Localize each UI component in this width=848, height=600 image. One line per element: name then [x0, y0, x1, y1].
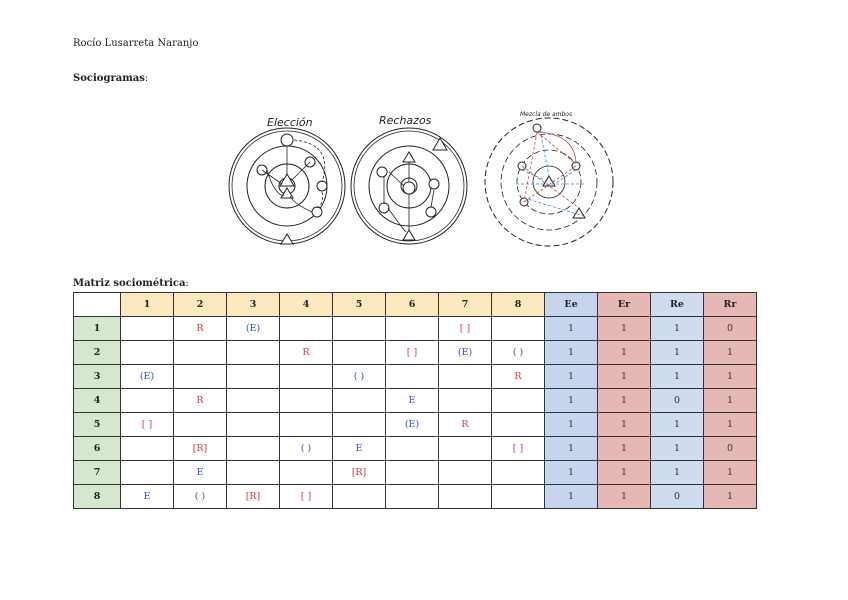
sociogramas-heading-text: Sociogramas: [73, 73, 145, 84]
stat-ee-4: 1: [545, 389, 598, 413]
matrix-cell-5-2: [174, 413, 227, 437]
stat-re-2: 1: [651, 341, 704, 365]
stat-ee-3: 1: [545, 365, 598, 389]
matrix-cell-4-5: [333, 389, 386, 413]
matrix-cell-3-6: [386, 365, 439, 389]
matrix-header-row: [74, 293, 757, 317]
stat-rr-1: 0: [704, 317, 757, 341]
sociogram-rechazos: [351, 114, 467, 244]
matrix-cell-4-4: [280, 389, 333, 413]
matrix-row-7: [74, 461, 757, 485]
stat-ee-7: 1: [545, 461, 598, 485]
matrix-cell-6-6: [386, 437, 439, 461]
col-header-rr: Rr: [704, 293, 757, 317]
stat-er-6: 1: [598, 437, 651, 461]
matrix-cell-8-1: E: [121, 485, 174, 509]
matrix-cell-4-8: [492, 389, 545, 413]
stat-ee-2: 1: [545, 341, 598, 365]
matrix-heading-text: Matriz sociométrica: [73, 278, 186, 289]
matrix-cell-6-8: [ ]: [492, 437, 545, 461]
stat-er-2: 1: [598, 341, 651, 365]
col-header-2: 2: [174, 293, 227, 317]
matrix-cell-5-5: [333, 413, 386, 437]
matrix-cell-3-4: [280, 365, 333, 389]
matrix-cell-2-8: ( ): [492, 341, 545, 365]
matrix-cell-7-3: [227, 461, 280, 485]
sociogram-mixto: [485, 111, 613, 246]
stat-rr-2: 1: [704, 341, 757, 365]
matrix-cell-1-1: [121, 317, 174, 341]
matrix-cell-4-7: [439, 389, 492, 413]
matrix-cell-6-7: [439, 437, 492, 461]
matrix-row-8: [74, 485, 757, 509]
matrix-cell-5-7: R: [439, 413, 492, 437]
stat-re-8: 0: [651, 485, 704, 509]
matrix-cell-1-7: [ ]: [439, 317, 492, 341]
matrix-corner-cell: [74, 293, 121, 317]
matrix-cell-4-6: E: [386, 389, 439, 413]
matrix-cell-3-5: ( ): [333, 365, 386, 389]
matrix-cell-7-6: [386, 461, 439, 485]
matrix-cell-6-2: [R]: [174, 437, 227, 461]
row-header-3: 3: [74, 365, 121, 389]
col-header-5: 5: [333, 293, 386, 317]
row-header-4: 4: [74, 389, 121, 413]
matrix-cell-7-2: E: [174, 461, 227, 485]
matrix-row-2: [74, 341, 757, 365]
matrix-cell-2-2: [174, 341, 227, 365]
matrix-heading: Matriz sociométrica:: [73, 278, 189, 289]
matrix-cell-1-2: R: [174, 317, 227, 341]
matrix-cell-8-7: [439, 485, 492, 509]
matrix-cell-5-6: (E): [386, 413, 439, 437]
stat-er-7: 1: [598, 461, 651, 485]
col-header-4: 4: [280, 293, 333, 317]
matrix-cell-7-1: [121, 461, 174, 485]
matrix-cell-6-5: E: [333, 437, 386, 461]
col-header-er: Er: [598, 293, 651, 317]
matrix-cell-7-4: [280, 461, 333, 485]
matrix-cell-6-3: [227, 437, 280, 461]
matrix-cell-2-7: (E): [439, 341, 492, 365]
col-header-7: 7: [439, 293, 492, 317]
sociogram-eleccion: [229, 116, 345, 244]
matrix-cell-2-6: [ ]: [386, 341, 439, 365]
matrix-cell-6-1: [121, 437, 174, 461]
matrix-cell-5-1: [ ]: [121, 413, 174, 437]
stat-rr-3: 1: [704, 365, 757, 389]
stat-re-7: 1: [651, 461, 704, 485]
rechazos-label: Rechazos: [379, 114, 432, 127]
stat-er-3: 1: [598, 365, 651, 389]
stat-rr-6: 0: [704, 437, 757, 461]
matrix-cell-1-6: [386, 317, 439, 341]
stat-er-8: 1: [598, 485, 651, 509]
matrix-cell-4-3: [227, 389, 280, 413]
matrix-cell-1-4: [280, 317, 333, 341]
stat-er-1: 1: [598, 317, 651, 341]
matrix-row-5: [74, 413, 757, 437]
stat-re-6: 1: [651, 437, 704, 461]
author-name: Rocío Lusarreta Naranjo: [73, 38, 199, 49]
matrix-cell-2-5: [333, 341, 386, 365]
row-header-5: 5: [74, 413, 121, 437]
matrix-cell-2-1: [121, 341, 174, 365]
stat-rr-4: 1: [704, 389, 757, 413]
col-header-6: 6: [386, 293, 439, 317]
matrix-row-1: [74, 317, 757, 341]
matrix-cell-4-2: R: [174, 389, 227, 413]
matrix-cell-3-1: (E): [121, 365, 174, 389]
matrix-cell-2-4: R: [280, 341, 333, 365]
stat-ee-5: 1: [545, 413, 598, 437]
stat-er-5: 1: [598, 413, 651, 437]
stat-ee-6: 1: [545, 437, 598, 461]
stat-re-3: 1: [651, 365, 704, 389]
row-header-6: 6: [74, 437, 121, 461]
matrix-cell-5-4: [280, 413, 333, 437]
matrix-cell-1-5: [333, 317, 386, 341]
matrix-cell-3-3: [227, 365, 280, 389]
matrix-row-6: [74, 437, 757, 461]
matrix-cell-8-5: [333, 485, 386, 509]
eleccion-label: Elección: [267, 116, 313, 129]
stat-re-4: 0: [651, 389, 704, 413]
matrix-cell-8-3: [R]: [227, 485, 280, 509]
matrix-cell-8-6: [386, 485, 439, 509]
third-label: Mezcla de ambos: [520, 111, 573, 118]
matrix-cell-8-4: [ ]: [280, 485, 333, 509]
matrix-cell-8-8: [492, 485, 545, 509]
stat-re-5: 1: [651, 413, 704, 437]
stat-re-1: 1: [651, 317, 704, 341]
row-header-2: 2: [74, 341, 121, 365]
matrix-cell-7-7: [439, 461, 492, 485]
row-header-1: 1: [74, 317, 121, 341]
matrix-cell-5-8: [492, 413, 545, 437]
matrix-cell-5-3: [227, 413, 280, 437]
row-header-7: 7: [74, 461, 121, 485]
stat-rr-7: 1: [704, 461, 757, 485]
matrix-cell-6-4: ( ): [280, 437, 333, 461]
stat-ee-1: 1: [545, 317, 598, 341]
matrix-cell-2-3: [227, 341, 280, 365]
col-header-8: 8: [492, 293, 545, 317]
matrix-cell-3-2: [174, 365, 227, 389]
stat-ee-8: 1: [545, 485, 598, 509]
sociogramas-heading: Sociogramas:: [73, 73, 149, 84]
stat-rr-8: 1: [704, 485, 757, 509]
matrix-cell-7-5: [R]: [333, 461, 386, 485]
col-header-re: Re: [651, 293, 704, 317]
matrix-cell-4-1: [121, 389, 174, 413]
sociometric-matrix: [73, 292, 757, 509]
col-header-3: 3: [227, 293, 280, 317]
sociogram-figures: [224, 104, 624, 254]
col-header-1: 1: [121, 293, 174, 317]
matrix-cell-7-8: [492, 461, 545, 485]
col-header-ee: Ee: [545, 293, 598, 317]
matrix-row-4: [74, 389, 757, 413]
matrix-cell-3-7: [439, 365, 492, 389]
row-header-8: 8: [74, 485, 121, 509]
matrix-cell-8-2: ( ): [174, 485, 227, 509]
matrix-cell-3-8: R: [492, 365, 545, 389]
matrix-cell-1-3: (E): [227, 317, 280, 341]
stat-rr-5: 1: [704, 413, 757, 437]
stat-er-4: 1: [598, 389, 651, 413]
matrix-cell-1-8: [492, 317, 545, 341]
matrix-row-3: [74, 365, 757, 389]
